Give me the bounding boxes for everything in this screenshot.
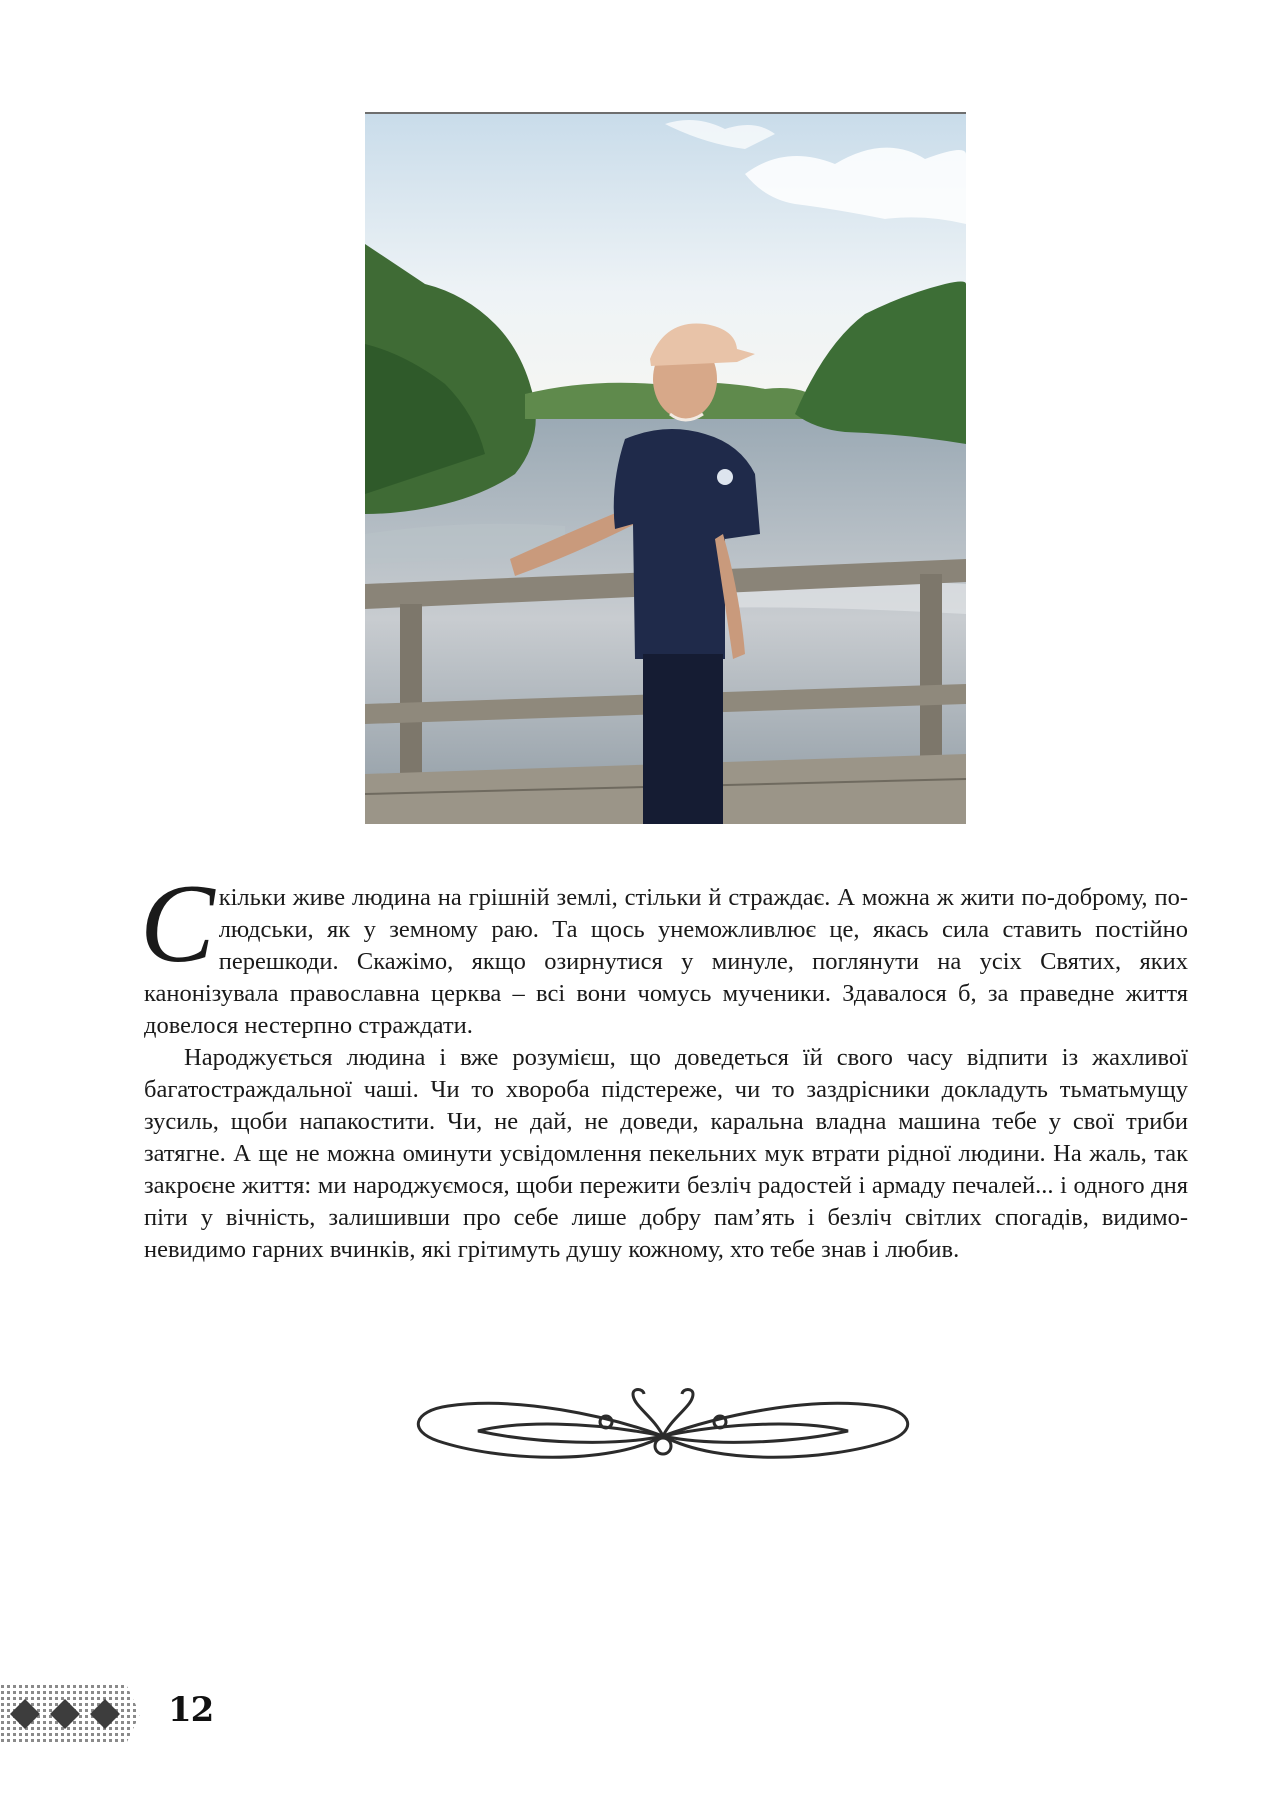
embroidery-pattern-icon (0, 1684, 146, 1744)
photo-elderly-man-on-bridge (365, 114, 966, 824)
paragraph-2: Народжується людина і вже розумієш, що доведеться їй свого часу відпити із жахливої багатостраждальної чаші. Чи то хвороба підстереже, чи то заздрісники докладуть тьматьмущу зусиль, щоби напакостити. Чи, не дай, не доведи, каральна владна машина тебе у свої триби затягне. А ще не можна оминути усвідомлення пекельних мук втрати рідної людини. На жаль, так закроєне життя: ми народжуємося, щоби пережити безліч радостей і армаду печалей... і одного дня піти у вічність, залишивши про себе лише добру пам’ять і безліч світлих спогадів, видимо-невидимо гарних вчинків, які грітимуть душу кожному, хто тебе знав і любив. (144, 1044, 1188, 1263)
paragraph-1 (140, 862, 1188, 1042)
paragraph-1-text: кільки живе людина на грішній землі, стільки й страждає. А можна ж жити по-доброму, по-людськи, як у земному раю. Та щось унеможливлює це, якась сила ставить постійно перешкоди. Скажімо, якщо озирнутися у минуле, поглянути на усіх Святих, яких канонізувала православна церква – всі вони чомусь мученики. Здавалося б, за праведне життя довелося нестерпно страждати. (144, 884, 1188, 1039)
photo (365, 112, 966, 824)
flourish-divider-icon (408, 1386, 918, 1460)
drop-cap: С (140, 862, 215, 986)
body-text (140, 862, 1188, 1266)
page-number: 12 (168, 1690, 214, 1730)
